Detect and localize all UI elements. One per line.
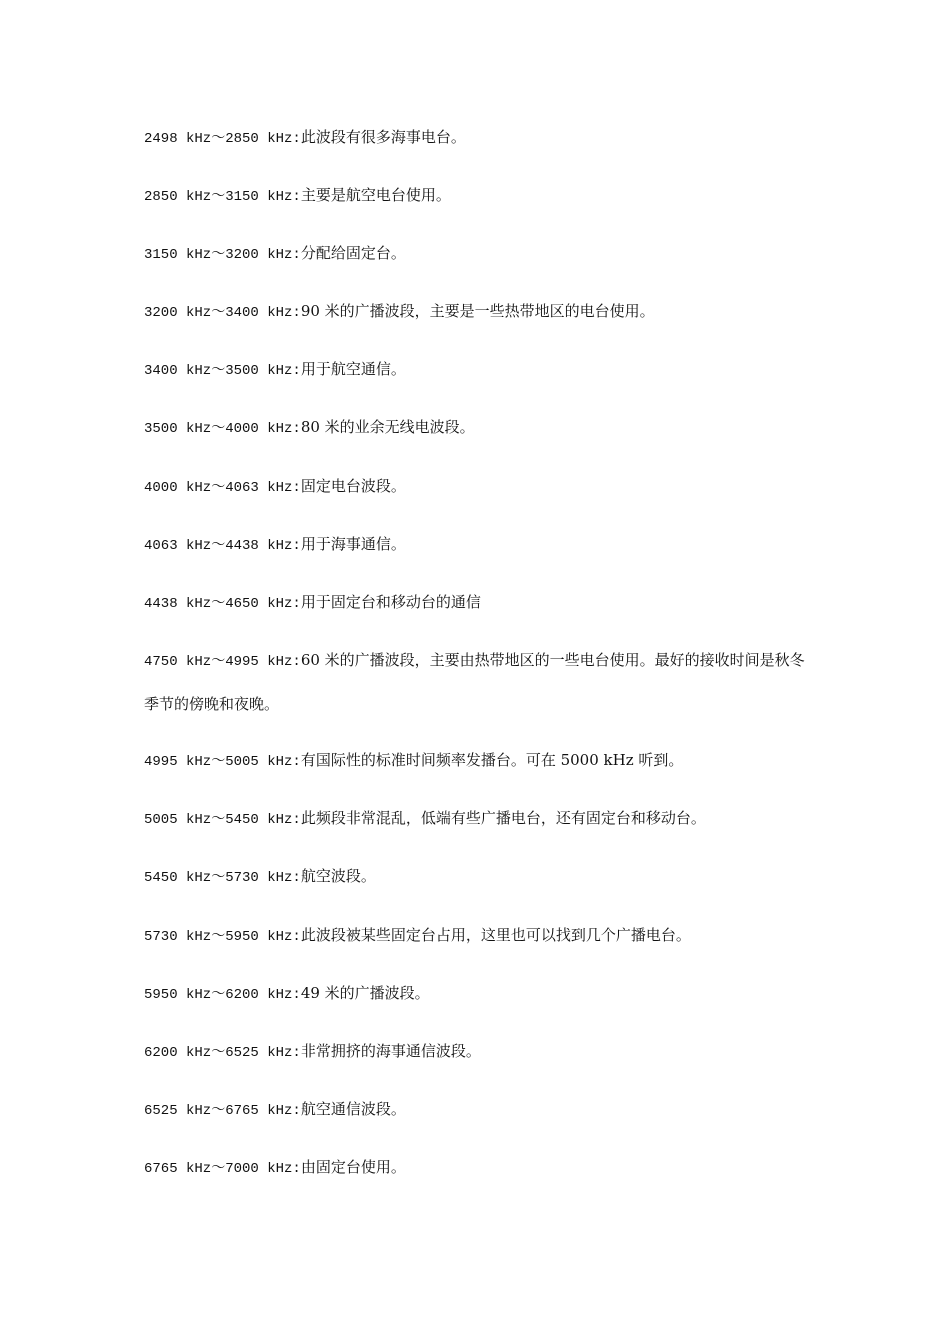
band-range: 3400 kHz～3500 kHz: (144, 363, 301, 379)
band-description: 由固定台使用。 (300, 1158, 406, 1176)
band-entry (144, 348, 806, 392)
band-range: 5005 kHz～5450 kHz: (144, 812, 301, 828)
band-description: 非常拥挤的海事通信波段。 (300, 1042, 481, 1060)
band-description: 航空波段。 (300, 867, 376, 885)
band-description: 用于航空通信。 (300, 360, 406, 378)
band-range: 5450 kHz～5730 kHz: (144, 870, 301, 886)
band-entry (144, 581, 806, 625)
band-range: 3200 kHz～3400 kHz: (144, 305, 301, 321)
band-description: 90 米的广播波段，主要是一些热带地区的电台使用。 (300, 302, 655, 320)
band-range: 5730 kHz～5950 kHz: (144, 929, 301, 945)
band-entry (144, 465, 806, 509)
band-range: 4000 kHz～4063 kHz: (144, 480, 301, 496)
band-entry (144, 232, 806, 276)
band-range: 4995 kHz～5005 kHz: (144, 754, 301, 770)
band-entry (144, 116, 806, 160)
band-entry (144, 639, 806, 725)
band-range: 2850 kHz～3150 kHz: (144, 189, 301, 205)
band-range: 3150 kHz～3200 kHz: (144, 247, 301, 263)
band-description: 用于固定台和移动台的通信 (300, 593, 481, 611)
band-entry (144, 174, 806, 218)
band-description: 此波段被某些固定台占用，这里也可以找到几个广播电台。 (300, 926, 691, 944)
band-description: 用于海事通信。 (300, 535, 406, 553)
band-range: 6765 kHz～7000 kHz: (144, 1161, 301, 1177)
band-entry (144, 1030, 806, 1074)
band-range: 6525 kHz～6765 kHz: (144, 1103, 301, 1119)
band-description: 60 米的广播波段，主要由热带地区的一些电台使用。最好的接收时间是秋冬季节的傍晚和夜晚。 (144, 651, 805, 713)
band-description: 此波段有很多海事电台。 (300, 128, 466, 146)
band-entry (144, 972, 806, 1016)
band-description: 有国际性的标准时间频率发播台。可在 5000 kHz 听到。 (300, 751, 684, 769)
band-range: 6200 kHz～6525 kHz: (144, 1045, 301, 1061)
band-range: 3500 kHz～4000 kHz: (144, 421, 301, 437)
band-entry (144, 855, 806, 899)
band-entry (144, 739, 806, 783)
band-entry (144, 290, 806, 334)
band-description: 固定电台波段。 (300, 477, 406, 495)
band-description: 此频段非常混乱，低端有些广播电台，还有固定台和移动台。 (300, 809, 706, 827)
band-range: 4438 kHz～4650 kHz: (144, 596, 301, 612)
band-description: 49 米的广播波段。 (300, 984, 430, 1002)
band-entry (144, 797, 806, 841)
band-entry (144, 1146, 806, 1190)
band-description: 主要是航空电台使用。 (300, 186, 451, 204)
band-description: 80 米的业余无线电波段。 (300, 418, 475, 436)
band-description: 航空通信波段。 (300, 1100, 406, 1118)
band-range: 4750 kHz～4995 kHz: (144, 654, 301, 670)
band-range: 5950 kHz～6200 kHz: (144, 987, 301, 1003)
band-entry (144, 914, 806, 958)
band-entry (144, 523, 806, 567)
band-range: 4063 kHz～4438 kHz: (144, 538, 301, 554)
band-entry (144, 1088, 806, 1132)
band-description: 分配给固定台。 (300, 244, 406, 262)
band-entry (144, 406, 806, 450)
band-range: 2498 kHz～2850 kHz: (144, 131, 301, 147)
